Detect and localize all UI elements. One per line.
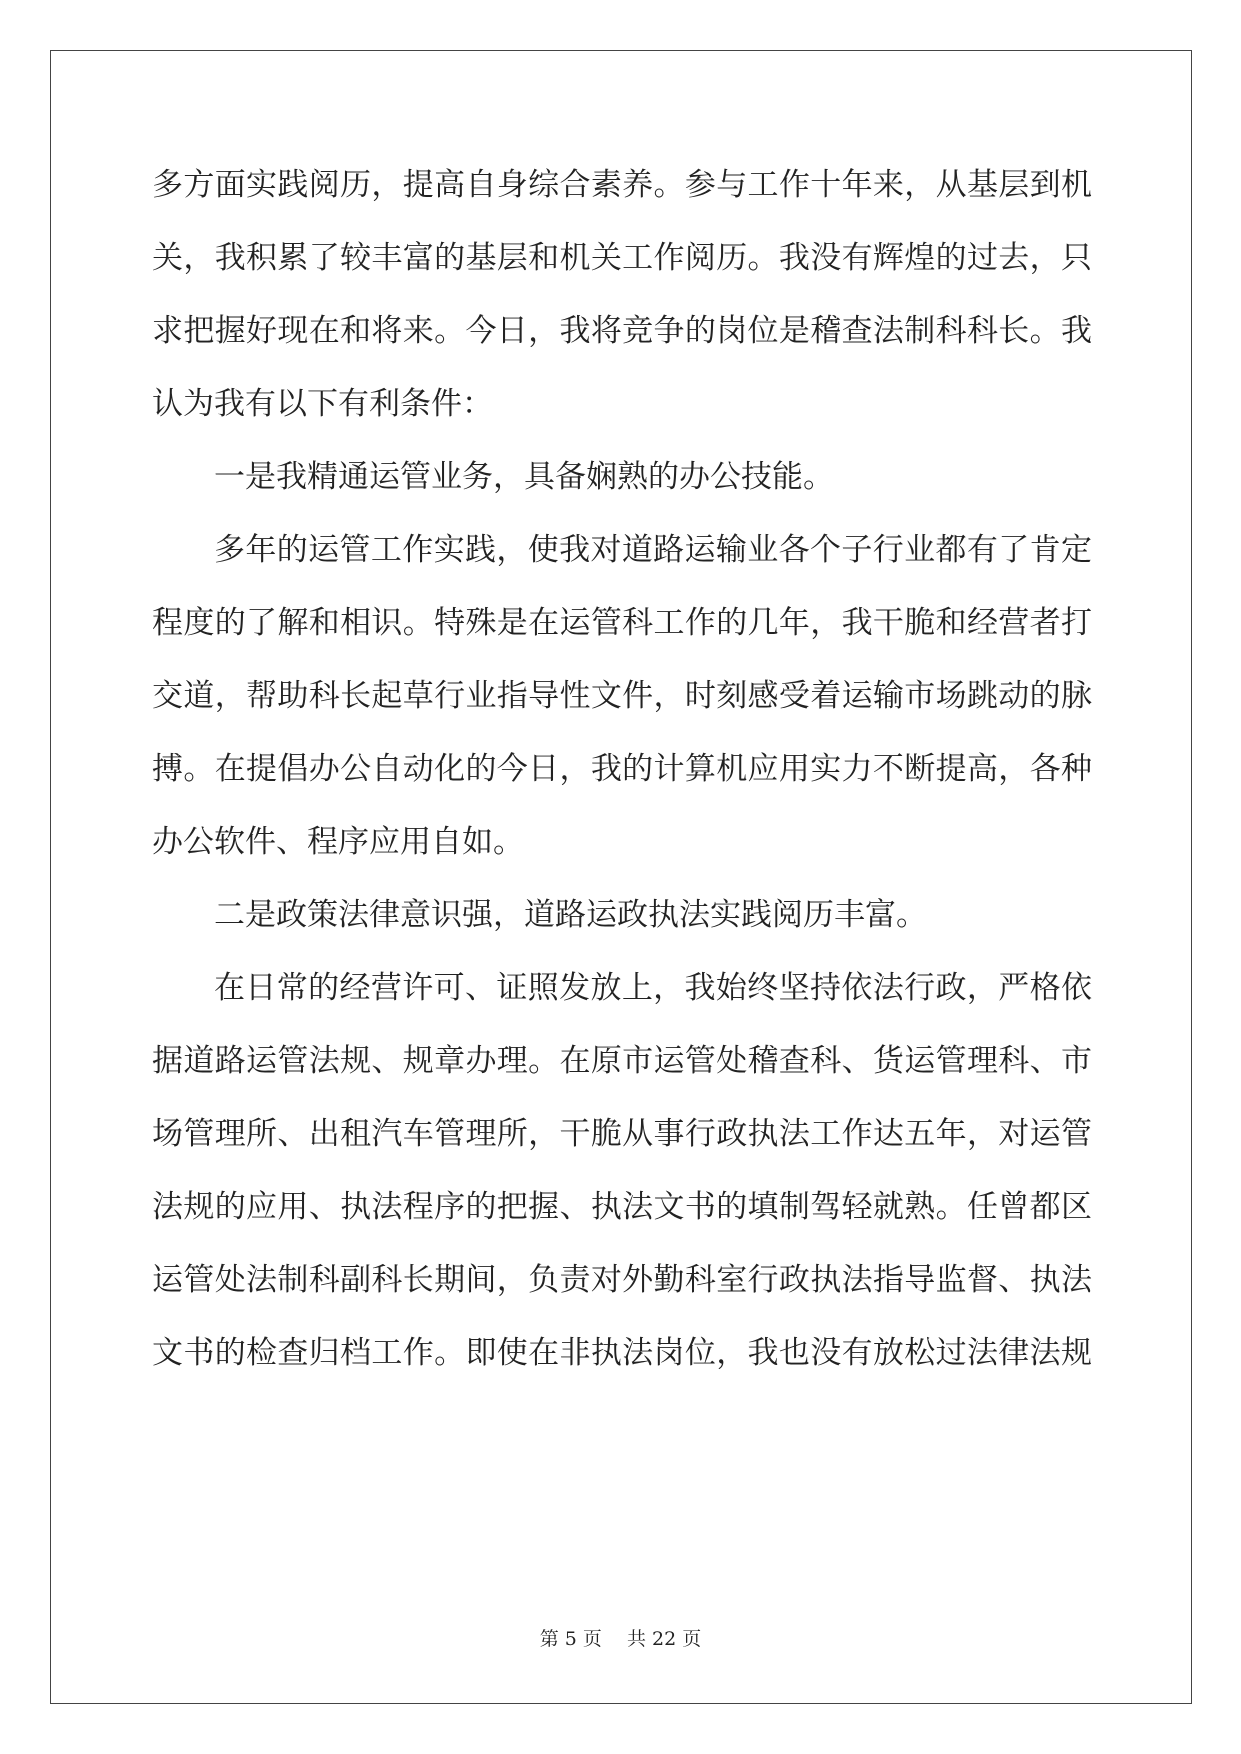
text-line: 交道，帮助科长起草行业指导性文件，时刻感受着运输市场跳动的脉 [152, 678, 1092, 714]
text-line: 据道路运管法规、规章办理。在原市运管处稽查科、货运管理科、市 [152, 1043, 1092, 1079]
text-line: 多年的运管工作实践，使我对道路运输业各个子行业都有了肯定 [214, 532, 1092, 568]
text-line: 法规的应用、执法程序的把握、执法文书的填制驾轻就熟。任曾都区 [152, 1189, 1092, 1225]
text-line: 场管理所、出租汽车管理所，干脆从事行政执法工作达五年，对运管 [152, 1116, 1092, 1152]
text-line: 文书的检查归档工作。即使在非执法岗位，我也没有放松过法律法规 [152, 1335, 1092, 1371]
text-line: 办公软件、程序应用自如。 [152, 824, 524, 860]
text-line: 在日常的经营许可、证照发放上，我始终坚持依法行政，严格依 [214, 970, 1092, 1006]
text-line: 多方面实践阅历，提高自身综合素养。参与工作十年来，从基层到机 [152, 167, 1092, 203]
text-line: 搏。在提倡办公自动化的今日，我的计算机应用实力不断提高，各种 [152, 751, 1092, 787]
section-heading-1: 一是我精通运管业务，具备娴熟的办公技能。 [214, 459, 834, 495]
text-line: 运管处法制科副科长期间，负责对外勤科室行政执法指导监督、执法 [152, 1262, 1092, 1298]
text-line: 认为我有以下有利条件： [152, 386, 493, 422]
text-line: 关，我积累了较丰富的基层和机关工作阅历。我没有辉煌的过去，只 [152, 240, 1092, 276]
document-body [152, 164, 1092, 1405]
text-line: 求把握好现在和将来。今日，我将竞争的岗位是稽查法制科科长。我 [152, 313, 1092, 349]
text-line: 程度的了解和相识。特殊是在运管科工作的几年，我干脆和经营者打 [152, 605, 1092, 641]
page-footer-page-number: 第 5 页 共 22 页 [539, 1628, 702, 1650]
section-heading-2: 二是政策法律意识强，道路运政执法实践阅历丰富。 [214, 897, 927, 933]
